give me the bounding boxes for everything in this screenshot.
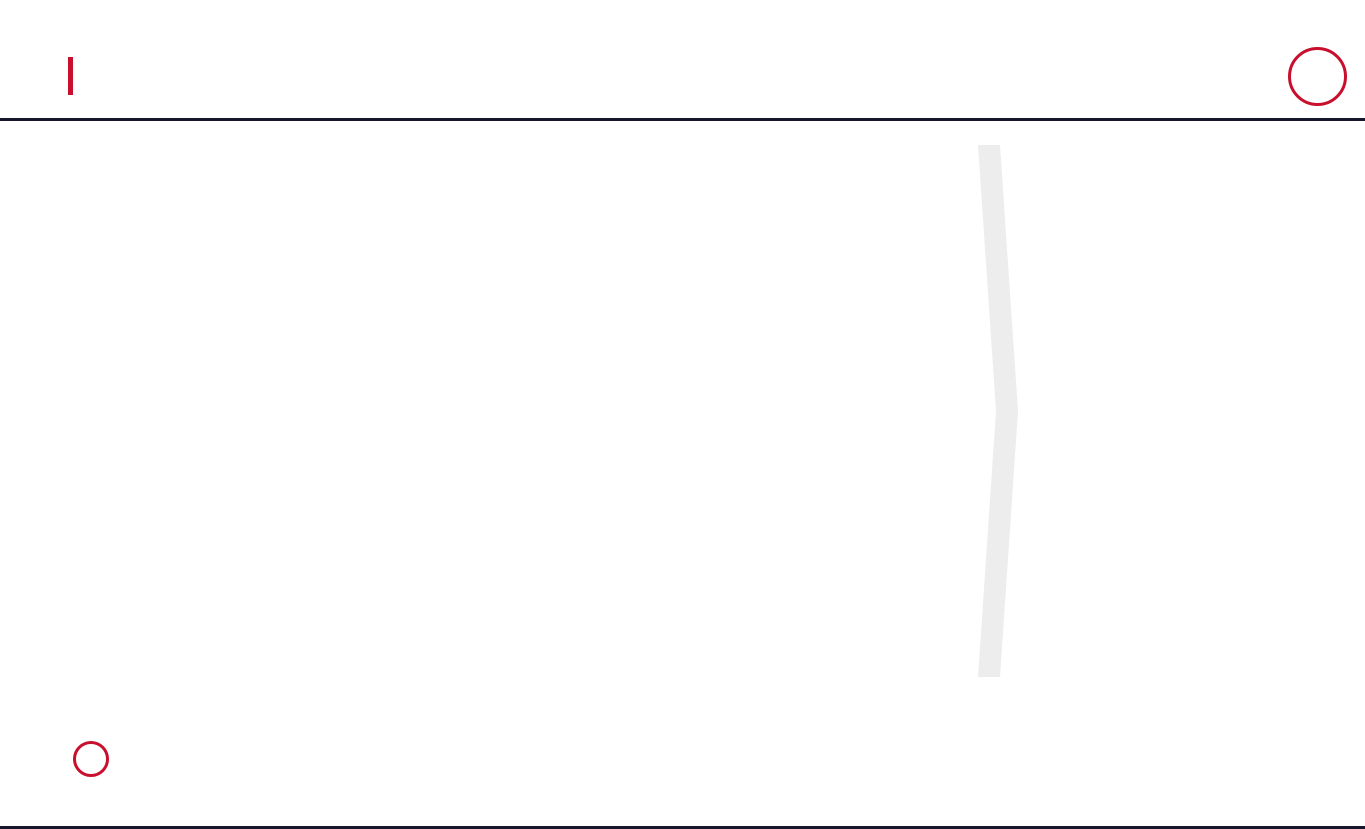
chevron-divider-icon <box>978 145 1018 677</box>
company-logo-small-icon <box>73 741 109 777</box>
slide-title-bar <box>68 57 108 95</box>
company-logo-icon <box>1288 47 1347 106</box>
top-divider-rule <box>0 118 1365 121</box>
footer-logo <box>73 741 119 777</box>
title-accent-bar <box>68 57 73 95</box>
page-title <box>90 61 108 92</box>
